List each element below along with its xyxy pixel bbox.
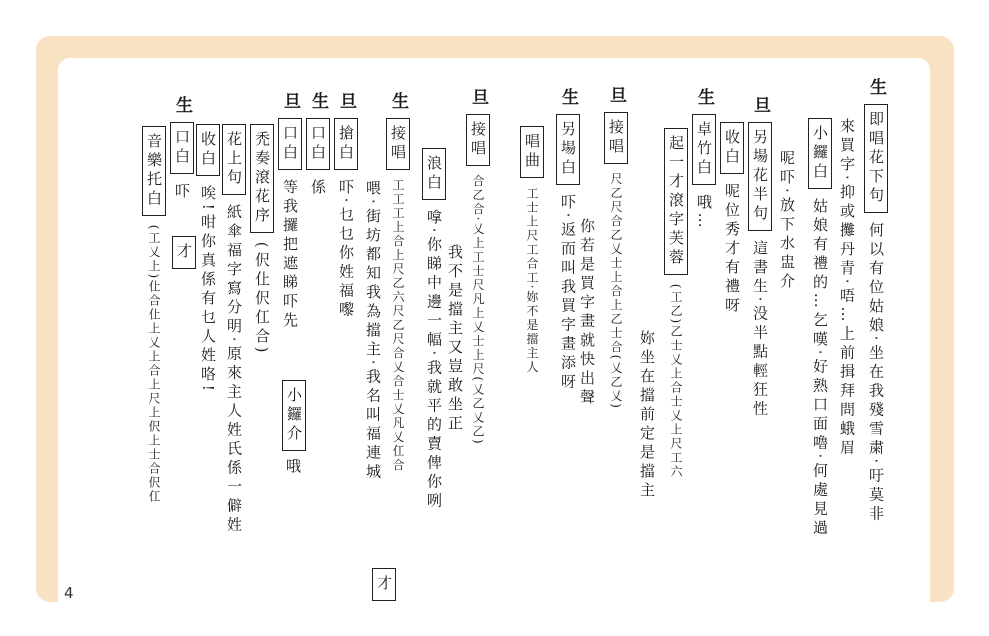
column-13 — [520, 126, 544, 375]
role-label: 旦 — [280, 92, 300, 109]
column-19 — [334, 92, 358, 320]
cai-cue-2: 才 — [372, 568, 396, 601]
cue-box: 口白 — [306, 118, 330, 170]
lyric-text: 來買字‧抑或攤丹青‧唔…上前揖拜問蛾眉 — [838, 118, 856, 459]
column-3 — [808, 118, 832, 538]
lyric-text: 哦… — [695, 193, 713, 232]
role-label: 旦 — [468, 88, 488, 105]
lyric-text: 吓 — [173, 182, 191, 202]
lyric-text: 吓‧返而叫我買字畫添呀 — [559, 193, 577, 393]
cue-box: 浪白 — [422, 148, 446, 200]
column-12 — [556, 88, 580, 392]
lyric-text: 唉!咁你真係有乜人姓咯! — [199, 184, 217, 395]
lyric-text: 這書生‧没半點輕狂性 — [751, 239, 769, 420]
cue-box: 另場白 — [556, 114, 580, 185]
cai-cue-1: 才 — [172, 236, 196, 269]
cue-box: 接唱 — [604, 112, 628, 164]
column-16 — [422, 148, 446, 511]
cue-box: 口白 — [278, 118, 302, 170]
role-label: 旦 — [336, 92, 356, 109]
role-label: 生 — [694, 88, 714, 105]
notation-text: 工工工上合上尺乙六尺乙尺合乂合士乂凡乂仜合 — [391, 178, 405, 473]
column-5 — [748, 96, 772, 419]
notation-text: 合乙合‧乂上工士尺凡上乂士上尺(乂乙乂乙) — [471, 174, 485, 446]
lyric-text: 姑娘有禮的…乞嘆‧好熟口面嚕‧何處見過 — [811, 197, 829, 539]
column-14 — [466, 88, 490, 446]
cue-box: 另場花半句 — [748, 122, 772, 231]
lyric-text: 你若是買字畫就快出聲 — [578, 218, 596, 408]
role-label: 旦 — [750, 96, 770, 113]
column-9 — [638, 330, 655, 501]
column-2 — [838, 118, 855, 459]
cue-box: 花上句 — [222, 124, 246, 195]
column-18 — [364, 180, 381, 483]
column-4 — [778, 150, 795, 292]
lyric-text: 等我攞把遮睇吓先 — [281, 178, 299, 331]
cue-box: 音樂托白 — [142, 126, 166, 216]
column-24 — [196, 124, 220, 395]
column-22 — [250, 124, 274, 357]
lyric-text: 喂‧街坊都知我為擋主‧我名叫福連城 — [364, 180, 382, 483]
column-26 — [142, 126, 166, 504]
role-label: 生 — [388, 92, 408, 109]
lyric-text: 妳坐在擋前定是擋主 — [638, 330, 656, 501]
cue-box: 禿奏滾花序 — [250, 124, 274, 233]
cue-box: 接唱 — [386, 118, 410, 170]
cue-box: 接唱 — [466, 114, 490, 166]
lyric-text: 何以有位姑娘‧坐在我殘雪粛‧吁莫非 — [867, 221, 885, 525]
column-6 — [720, 122, 744, 316]
notation-text: (伬仩伬仜合) — [253, 241, 271, 357]
page-number: 4 — [64, 584, 74, 602]
little-gong-cue: 小鑼介 — [282, 380, 306, 451]
cue-box: 卓竹白 — [692, 114, 716, 185]
cue-box: 小鑼白 — [808, 118, 832, 189]
column-10 — [604, 86, 628, 410]
column-1 — [864, 78, 888, 524]
column-20 — [306, 92, 330, 198]
column-25 — [170, 96, 194, 202]
role-label: 旦 — [606, 86, 626, 103]
column-17 — [386, 92, 410, 473]
role-label: 生 — [172, 96, 192, 113]
column-7 — [692, 88, 716, 232]
lyric-text: 嗱‧你睇中邊一幅‧我就平的賣俾你咧 — [425, 208, 443, 512]
column-21 — [278, 92, 302, 331]
cue-box: 搶白 — [334, 118, 358, 170]
column-8 — [664, 128, 688, 479]
lyric-text: 吓‧乜乜你姓福嚟 — [337, 178, 355, 321]
column-11 — [578, 218, 595, 408]
notation-text: 工士上尺工合工‧妳不是擋主人 — [525, 186, 539, 375]
cue-box: 起一才滾字芙蓉 — [664, 128, 688, 275]
notation-text: 尺乙尺合乙乂士上合上乙士合(乂乙乂) — [609, 172, 623, 410]
lyric-text: 呢位秀才有禮呀 — [723, 182, 741, 316]
cue-box: 唱曲 — [520, 126, 544, 178]
cue-box: 口白 — [170, 122, 194, 174]
oh-cue: 哦 — [284, 458, 302, 477]
notation-text: (工乂上)仩合仩上乂上合上尺上伬上士合伬仜 — [147, 224, 161, 505]
role-label: 生 — [558, 88, 578, 105]
cue-box: 收白 — [720, 122, 744, 174]
role-label: 生 — [308, 92, 328, 109]
notation-text: (工乙)乙士乂上合士乂上尺工六 — [669, 283, 683, 480]
lyric-text: 呢吓‧放下水盅介 — [778, 150, 796, 292]
role-label: 生 — [866, 78, 886, 95]
cue-box: 收白 — [196, 124, 220, 176]
lyric-text: 紙傘福字寫分明‧原來主人姓氏係一僻姓 — [225, 203, 243, 536]
column-23 — [222, 124, 246, 536]
lyric-text: 我不是擋主又豈敢坐正 — [446, 244, 464, 434]
column-15 — [446, 244, 463, 434]
cue-box: 即唱花下句 — [864, 104, 888, 213]
lyric-text: 係 — [309, 178, 327, 198]
